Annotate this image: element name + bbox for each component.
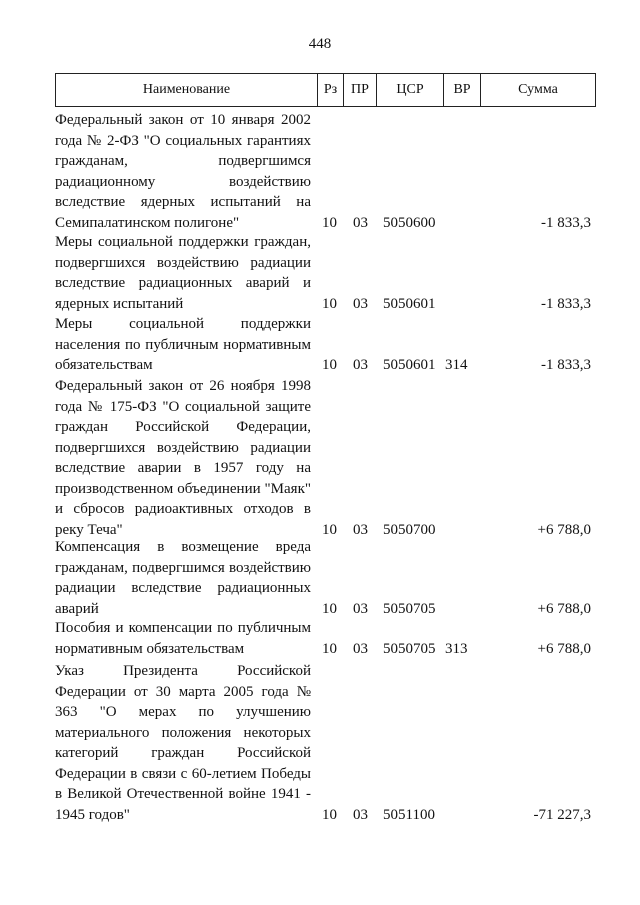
row-csr: 5051100 [383,806,435,823]
row-csr: 5050700 [383,521,436,538]
row-rz: 10 [322,357,337,373]
row-name: Федеральный закон от 10 января 2002 года № 2-ФЗ "О социальных гарантиях гражданам, подвергшимся радиационному воздействию вследствие ядерных испытаний на Семипалатинском полигоне" [55,112,311,231]
column-header-pr: ПР [344,74,377,106]
row-pr: 03 [353,295,368,312]
row-rz: 10 [322,600,337,617]
table-row [55,661,596,825]
row-sum: -1 833,3 [541,295,591,312]
row-name: Пособия и компенсации по публичным нормативным обязательствам [55,620,311,657]
table-row [55,618,596,659]
row-csr: 5050601 [383,357,436,373]
table-header [55,73,596,107]
table-row [55,537,596,619]
row-pr: 03 [353,521,368,538]
row-csr: 5050705 [383,600,436,617]
column-header-vr: ВР [444,74,481,106]
row-csr: 5050705 [383,640,436,657]
row-name: Меры социальной поддержки граждан, подвергшихся воздействию радиации вследствие радиационных аварий и ядерных испытаний [55,234,311,312]
row-sum: -1 833,3 [541,357,591,373]
table-row [55,110,596,233]
row-csr: 5050601 [383,295,436,312]
row-sum: +6 788,0 [537,600,591,617]
row-sum: -71 227,3 [533,806,591,823]
column-header-rz: Рз [318,74,344,106]
row-rz: 10 [322,521,337,538]
row-name: Меры социальной поддержки населения по публичным нормативным обязательствам [55,316,311,373]
row-name: Указ Президента Российской Федерации от 30 марта 2005 года № 363 "О мерах по улучшению материального положения некоторых категорий граждан Российской Федерации в связи с 60-летием Победы в Великой Отечественной войне 1941 - 1945 годов" [55,663,311,823]
table-row [55,314,596,376]
row-csr: 5050600 [383,214,436,231]
row-name: Федеральный закон от 26 ноября 1998 года № 175-ФЗ "О социальной защите граждан Российской Федерации, подвергшихся воздействию радиации вследствие аварии в 1957 году на производственном объединении "Маяк" и сбросов радиоактивных отходов в реку Теча" [55,378,311,538]
row-pr: 03 [353,640,368,657]
row-sum: +6 788,0 [537,640,591,657]
row-pr: 03 [353,214,368,231]
row-sum: -1 833,3 [541,214,591,231]
row-rz: 10 [322,806,337,823]
column-header-sum: Сумма [518,82,558,97]
row-pr: 03 [353,806,368,823]
table-row [55,376,596,540]
column-header-name: Наименование [56,74,318,106]
row-rz: 10 [322,214,337,231]
row-vr: 313 [445,640,468,657]
row-pr: 03 [353,357,368,373]
table-row [55,232,596,314]
row-sum: +6 788,0 [537,521,591,538]
column-header-csr: ЦСР [377,74,444,106]
page-number: 448 [308,36,332,52]
row-name: Компенсация в возмещение вреда гражданам, подвергшимся воздействию радиации вследствие радиационных аварий [55,539,311,617]
row-rz: 10 [322,640,337,657]
row-pr: 03 [353,600,368,617]
row-rz: 10 [322,295,337,312]
row-vr: 314 [445,357,468,373]
